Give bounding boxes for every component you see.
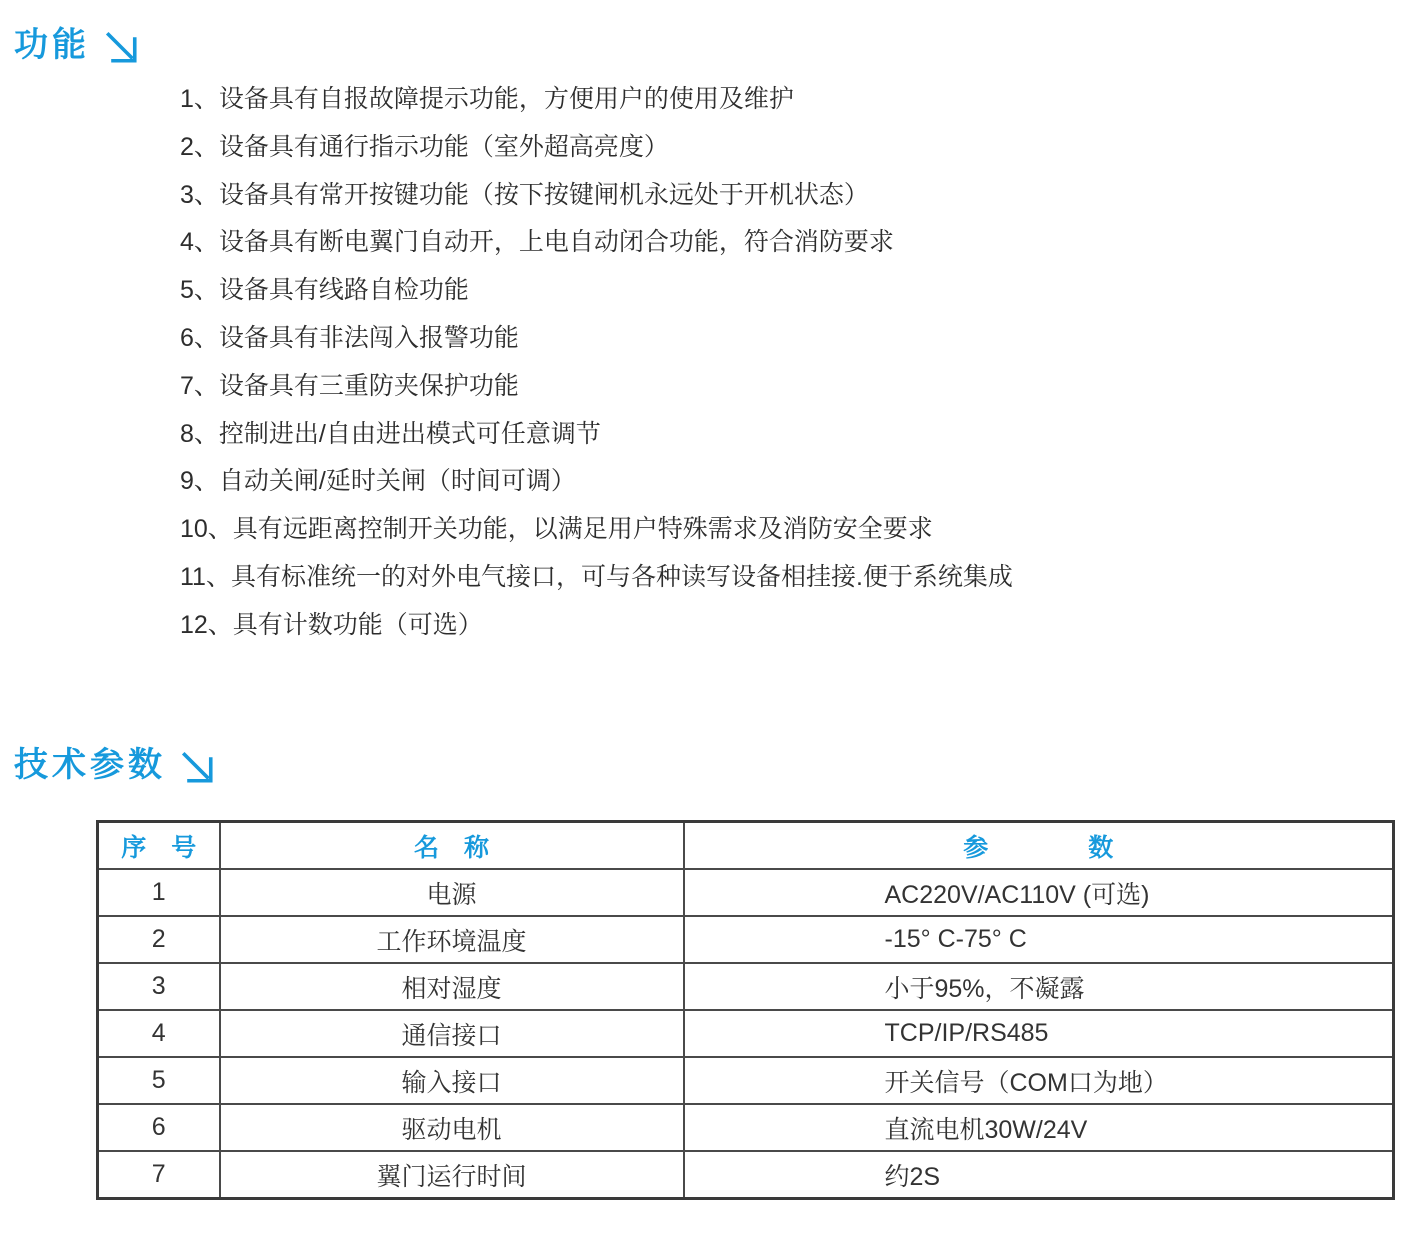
table-header-row xyxy=(98,822,1394,870)
cell-index: 1 xyxy=(98,869,220,916)
cell-index: 6 xyxy=(98,1104,220,1151)
feature-item-12: 12、具有计数功能（可选） xyxy=(180,610,483,639)
cell-index: 4 xyxy=(98,1010,220,1057)
technical-parameters-table xyxy=(96,820,1395,1200)
southeast-arrow-icon xyxy=(180,750,216,786)
feature-item-5: 5、设备具有线路自检功能 xyxy=(180,276,469,305)
table-row xyxy=(98,1104,1394,1151)
cell-name: 驱动电机 xyxy=(220,1104,684,1151)
feature-item-4: 4、设备具有断电翼门自动开，上电自动闭合功能，符合消防要求 xyxy=(180,228,894,257)
params-section-heading xyxy=(14,744,216,786)
cell-name: 输入接口 xyxy=(220,1057,684,1104)
cell-index: 7 xyxy=(98,1151,220,1199)
feature-item-2: 2、设备具有通行指示功能（室外超高亮度） xyxy=(180,132,669,161)
cell-index: 2 xyxy=(98,916,220,963)
cell-parameter: -15° C-75° C xyxy=(684,916,1394,963)
cell-index: 3 xyxy=(98,963,220,1010)
table-row xyxy=(98,1057,1394,1104)
feature-item-9: 9、自动关闸/延时关闸（时间可调） xyxy=(180,467,576,496)
table-row xyxy=(98,869,1394,916)
cell-index: 5 xyxy=(98,1057,220,1104)
cell-parameter: 约2S xyxy=(684,1151,1394,1199)
function-section-heading xyxy=(14,24,140,66)
cell-parameter: 直流电机30W/24V xyxy=(684,1104,1394,1151)
cell-name: 通信接口 xyxy=(220,1010,684,1057)
cell-parameter: 小于95%，不凝露 xyxy=(684,963,1394,1010)
column-header-parameter: 参 数 xyxy=(684,822,1394,870)
table-row xyxy=(98,1151,1394,1199)
params-section-title: 技术参数 xyxy=(14,746,166,784)
table-row xyxy=(98,963,1394,1010)
feature-item-1: 1、设备具有自报故障提示功能，方便用户的使用及维护 xyxy=(180,85,794,113)
feature-item-8: 8、控制进出/自由进出模式可任意调节 xyxy=(180,419,601,448)
table-row xyxy=(98,1010,1394,1057)
table-row xyxy=(98,916,1394,963)
feature-item-6: 6、设备具有非法闯入报警功能 xyxy=(180,323,519,352)
cell-parameter: TCP/IP/RS485 xyxy=(684,1010,1394,1057)
function-section-title: 功能 xyxy=(14,26,90,64)
feature-list xyxy=(180,76,1280,650)
feature-item-10: 10、具有远距离控制开关功能，以满足用户特殊需求及消防安全要求 xyxy=(180,515,933,544)
column-header-name: 名 称 xyxy=(220,822,684,870)
cell-name: 工作环境温度 xyxy=(220,916,684,963)
feature-item-11: 11、具有标准统一的对外电气接口，可与各种读写设备相挂接.便于系统集成 xyxy=(180,562,1013,591)
cell-name: 翼门运行时间 xyxy=(220,1151,684,1199)
southeast-arrow-icon xyxy=(104,30,140,66)
cell-parameter: 开关信号（COM口为地） xyxy=(684,1057,1394,1104)
feature-item-7: 7、设备具有三重防夹保护功能 xyxy=(180,371,519,400)
feature-item-3: 3、设备具有常开按键功能（按下按键闸机永远处于开机状态） xyxy=(180,180,869,209)
cell-name: 相对湿度 xyxy=(220,963,684,1010)
column-header-index: 序 号 xyxy=(98,822,220,870)
cell-name: 电源 xyxy=(220,869,684,916)
cell-parameter: AC220V/AC110V (可选) xyxy=(684,869,1394,916)
